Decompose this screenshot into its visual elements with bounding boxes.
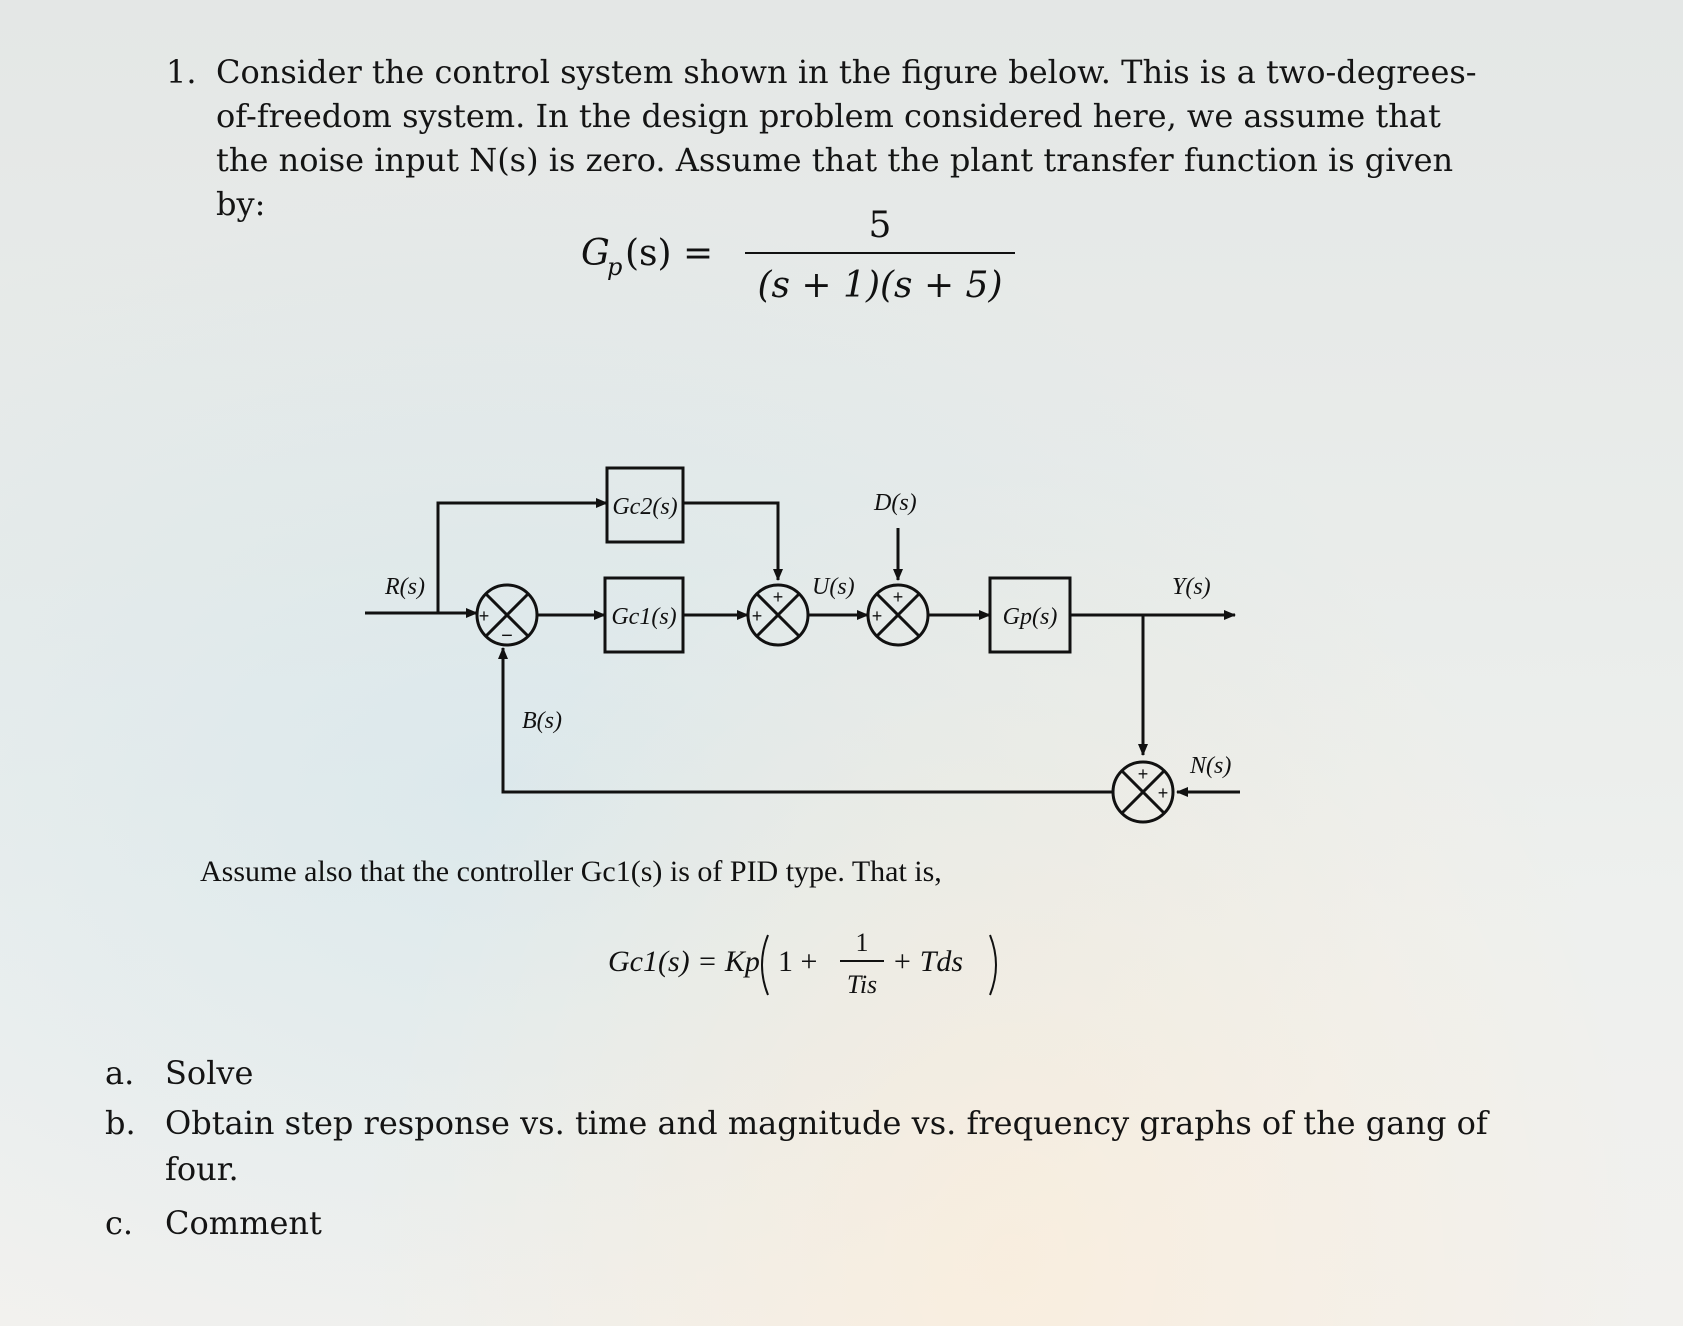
summing-junction-4: [1113, 762, 1173, 822]
pid-frac-num: 1: [855, 928, 869, 957]
pid-lhs: Gc1(s) = Kp: [608, 945, 760, 978]
label-b: B(s): [522, 708, 562, 734]
part-b-label: b.: [105, 1104, 136, 1142]
label-r: R(s): [385, 574, 425, 600]
summing-junction-1: [477, 585, 537, 647]
label-y: Y(s): [1172, 574, 1211, 600]
controller-description: Assume also that the controller Gc1(s) is of PID type. That is,: [200, 855, 942, 888]
part-a-label: a.: [105, 1054, 135, 1092]
sum3-plus-top: +: [892, 587, 904, 607]
gc1-label: Gc1(s): [611, 604, 677, 630]
sum1-plus: +: [478, 606, 490, 626]
pid-tail: + Tds: [892, 945, 964, 978]
problem-number: 1.: [166, 53, 197, 91]
eq1-denominator: (s + 1)(s + 5): [757, 265, 1003, 306]
sum3-plus-left: +: [871, 606, 883, 626]
label-n: N(s): [1190, 753, 1232, 779]
feedforward-branch: [438, 503, 607, 613]
pid-one: 1 +: [778, 945, 818, 978]
problem-text: Consider the control system shown in the figure below. This is a two-degrees-of-freedom system. In the design problem considered here, we assume that the noise input N(s) is zero. Assume that the plant transfer function is given by:: [216, 53, 1477, 223]
sum2-plus-top: +: [772, 587, 784, 607]
sum4-plus-top: +: [1137, 764, 1149, 784]
summing-junction-2: [748, 585, 808, 645]
part-a-text: Solve: [165, 1054, 254, 1092]
sum2-plus-left: +: [751, 606, 763, 626]
part-c-text: Comment: [165, 1204, 322, 1242]
pid-left-paren: [762, 935, 768, 995]
gp-label: Gp(s): [1002, 604, 1058, 630]
feedback-line: [503, 648, 1113, 792]
sum1-minus: −: [501, 625, 513, 647]
eq1-lhs-arg: (s) =: [625, 233, 714, 274]
label-u: U(s): [812, 574, 855, 600]
pid-equation: [600, 915, 1020, 1015]
eq1-lhs-sub: p: [607, 253, 623, 281]
pid-right-paren: [990, 935, 996, 995]
summing-junction-3: [868, 585, 928, 645]
gc2-label: Gc2(s): [612, 494, 678, 520]
pid-frac-den: Tis: [846, 970, 878, 999]
part-c-label: c.: [105, 1204, 134, 1242]
sum4-plus-right: +: [1157, 783, 1169, 803]
label-d: D(s): [874, 490, 917, 516]
gc2-output-line: [683, 503, 778, 580]
eq1-numerator: 5: [868, 205, 892, 246]
part-b-text: Obtain step response vs. time and magnitude vs. frequency graphs of the gang of four.: [165, 1104, 1488, 1188]
eq1-lhs: G: [581, 233, 610, 274]
